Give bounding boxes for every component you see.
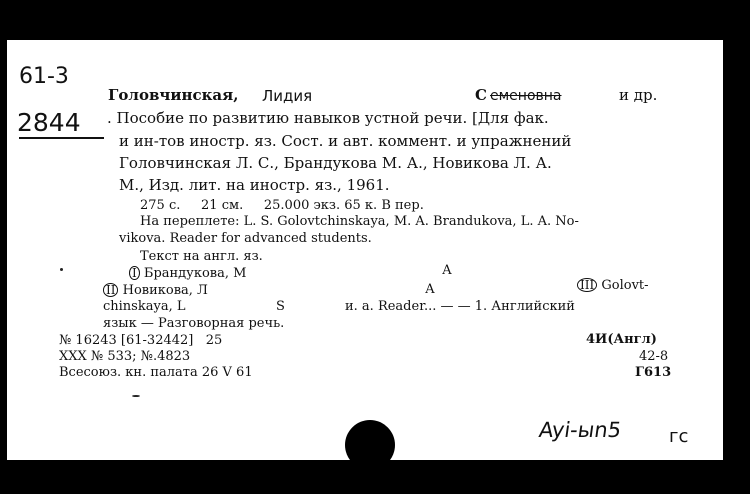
author-patronymic-handwritten: еменовна	[490, 88, 562, 104]
tracing-line-3b: S	[276, 299, 285, 314]
tracing-2	[103, 283, 208, 297]
shelfmark-divider	[19, 137, 104, 139]
catalog-number-2: XXX № 533; №.4823	[59, 349, 191, 364]
handwritten-note: Ayi-ыn5	[537, 418, 623, 442]
shelfmark-bottom: 2844	[17, 108, 81, 137]
title-line-2: и ин-тов иностр. яз. Сост. и авт. коммент. и упражнений	[119, 132, 572, 150]
shelfmark-top: 61-3	[19, 64, 69, 89]
tracing-line-3c: и. а. Reader... — — 1. Английский	[345, 299, 575, 314]
punch-hole	[345, 420, 395, 460]
author-patronymic-initial: С	[475, 86, 487, 104]
tracing-1-extra: А	[442, 263, 452, 278]
classification-2: 42-8	[639, 349, 669, 364]
speck	[60, 268, 63, 271]
binding-note-2: vikova. Reader for advanced students.	[119, 231, 372, 246]
subject-line: язык — Разговорная речь.	[103, 316, 285, 331]
title-line-4: М., Изд. лит. на иностр. яз., 1961.	[119, 176, 390, 194]
catalog-card	[7, 40, 723, 460]
classification-1: 4И(Англ)	[586, 332, 657, 347]
catalog-number-3: Всесоюз. кн. палата 26 V 61	[59, 365, 253, 380]
tracing-3	[577, 278, 649, 292]
title-line-1: . Пособие по развитию навыков устной речи. [Для фак.	[107, 109, 549, 127]
tracing-1-number: I	[129, 266, 140, 280]
tracing-2-extra: А	[425, 282, 435, 297]
author-surname: Головчинская,	[108, 86, 239, 104]
tracing-1	[129, 266, 246, 280]
language-note: Текст на англ. яз.	[140, 249, 263, 264]
collation: 275 с. 21 см. 25.000 экз. 65 к. В пер.	[140, 198, 424, 213]
tracing-line-3a: chinskaya, L	[103, 299, 186, 314]
tracing-2-text: Новикова, Л	[122, 283, 208, 298]
classification-3: Г613	[635, 365, 672, 380]
handwritten-note-2: гс	[669, 426, 689, 447]
tracing-1-text: Брандукова, М	[143, 266, 247, 281]
tracing-3-text: Golovt-	[601, 278, 649, 293]
author-given-handwritten: Лидия	[262, 87, 313, 105]
catalog-number-1: № 16243 [61-32442] 25	[59, 333, 223, 348]
title-line-3: Головчинская Л. С., Брандукова М. А., Новикова Л. А.	[119, 154, 552, 172]
tracing-3-number: III	[577, 278, 597, 292]
speck	[132, 395, 140, 397]
binding-note-1: На переплете: L. S. Golovtchinskaya, M. A. Brandukova, L. A. No-	[140, 214, 579, 229]
tracing-2-number: II	[103, 283, 118, 297]
author-suffix: и др.	[619, 86, 658, 104]
